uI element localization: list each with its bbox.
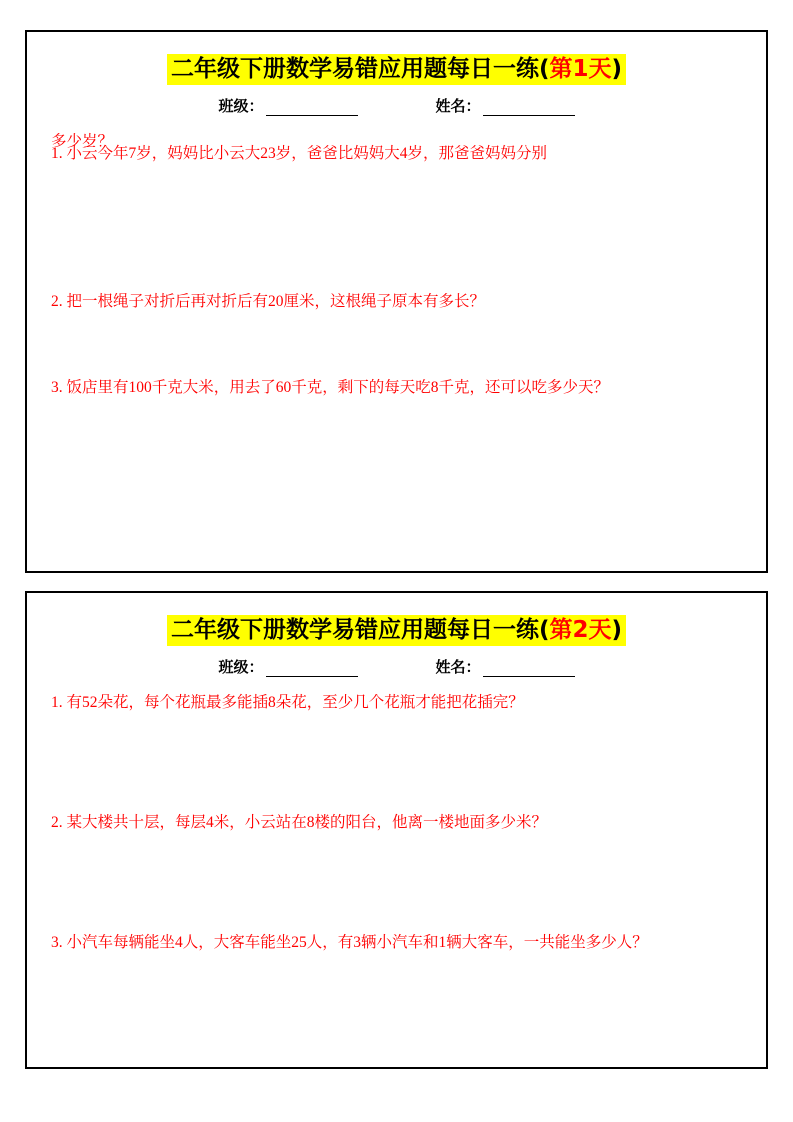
worksheet-title-1 bbox=[167, 54, 626, 85]
question-text-1-2: 2. 把一根绳子对折后再对折后有20厘米，这根绳子原本有多长？ bbox=[51, 292, 486, 310]
meta-row-2 bbox=[45, 656, 748, 677]
class-label-1: 班级： bbox=[218, 96, 264, 115]
answer-space-1-2 bbox=[51, 314, 742, 376]
questions-list-2 bbox=[45, 691, 748, 1003]
worksheet-day-1 bbox=[25, 30, 768, 573]
title-day-badge-1: 第1天 bbox=[549, 56, 612, 82]
title-paren-open-1: ( bbox=[538, 56, 550, 82]
worksheet-title-row-1 bbox=[45, 54, 748, 85]
answer-space-1-3 bbox=[51, 400, 742, 448]
title-paren-close-1: ) bbox=[611, 56, 623, 82]
name-input-blank-2[interactable] bbox=[483, 661, 575, 677]
answer-space-2-1 bbox=[51, 715, 742, 811]
worksheet-title-row-2 bbox=[45, 615, 748, 646]
questions-list-1 bbox=[45, 130, 748, 448]
title-paren-close-2: ) bbox=[611, 617, 623, 643]
class-field-1 bbox=[218, 95, 357, 116]
title-paren-open-2: ( bbox=[538, 617, 550, 643]
question-text-1-1-a: 多少岁？ bbox=[51, 132, 114, 150]
answer-space-2-3 bbox=[51, 955, 742, 1003]
class-input-blank-1[interactable] bbox=[266, 100, 358, 116]
question-text-2-3: 3. 小汽车每辆能坐4人，大客车能坐25人，有3辆小汽车和1辆大客车，一共能坐多少人？ bbox=[51, 933, 648, 951]
answer-space-1-1 bbox=[51, 182, 742, 290]
meta-row-1 bbox=[45, 95, 748, 116]
name-label-1: 姓名： bbox=[435, 96, 481, 115]
name-input-blank-1[interactable] bbox=[483, 100, 575, 116]
name-field-2 bbox=[436, 656, 575, 677]
class-label-2: 班级： bbox=[218, 657, 264, 676]
class-input-blank-2[interactable] bbox=[266, 661, 358, 677]
title-day-badge-2: 第2天 bbox=[549, 617, 612, 643]
name-label-2: 姓名： bbox=[435, 657, 481, 676]
question-item-1-1 bbox=[51, 130, 742, 182]
question-text-2-2: 2. 某大楼共十层，每层4米，小云站在8楼的阳台，他离一楼地面多少米？ bbox=[51, 813, 548, 831]
title-main-text-1: 二年级下册数学易错应用题每日一练 bbox=[170, 56, 539, 82]
answer-space-2-2 bbox=[51, 835, 742, 931]
worksheet-title-2 bbox=[167, 615, 626, 646]
question-text-2-1: 1. 有52朵花，每个花瓶最多能插8朵花，至少几个花瓶才能把花插完？ bbox=[51, 693, 524, 711]
question-text-1-1-b: 1. 小云今年7岁，妈妈比小云大23岁，爸爸比妈妈大4岁，那爸爸妈妈分别 bbox=[51, 144, 548, 162]
name-field-1 bbox=[436, 95, 575, 116]
title-main-text-2: 二年级下册数学易错应用题每日一练 bbox=[170, 617, 539, 643]
question-text-1-3: 3. 饭店里有100千克大米，用去了60千克，剩下的每天吃8千克，还可以吃多少天？ bbox=[51, 378, 610, 396]
worksheet-day-2 bbox=[25, 591, 768, 1069]
class-field-2 bbox=[218, 656, 357, 677]
